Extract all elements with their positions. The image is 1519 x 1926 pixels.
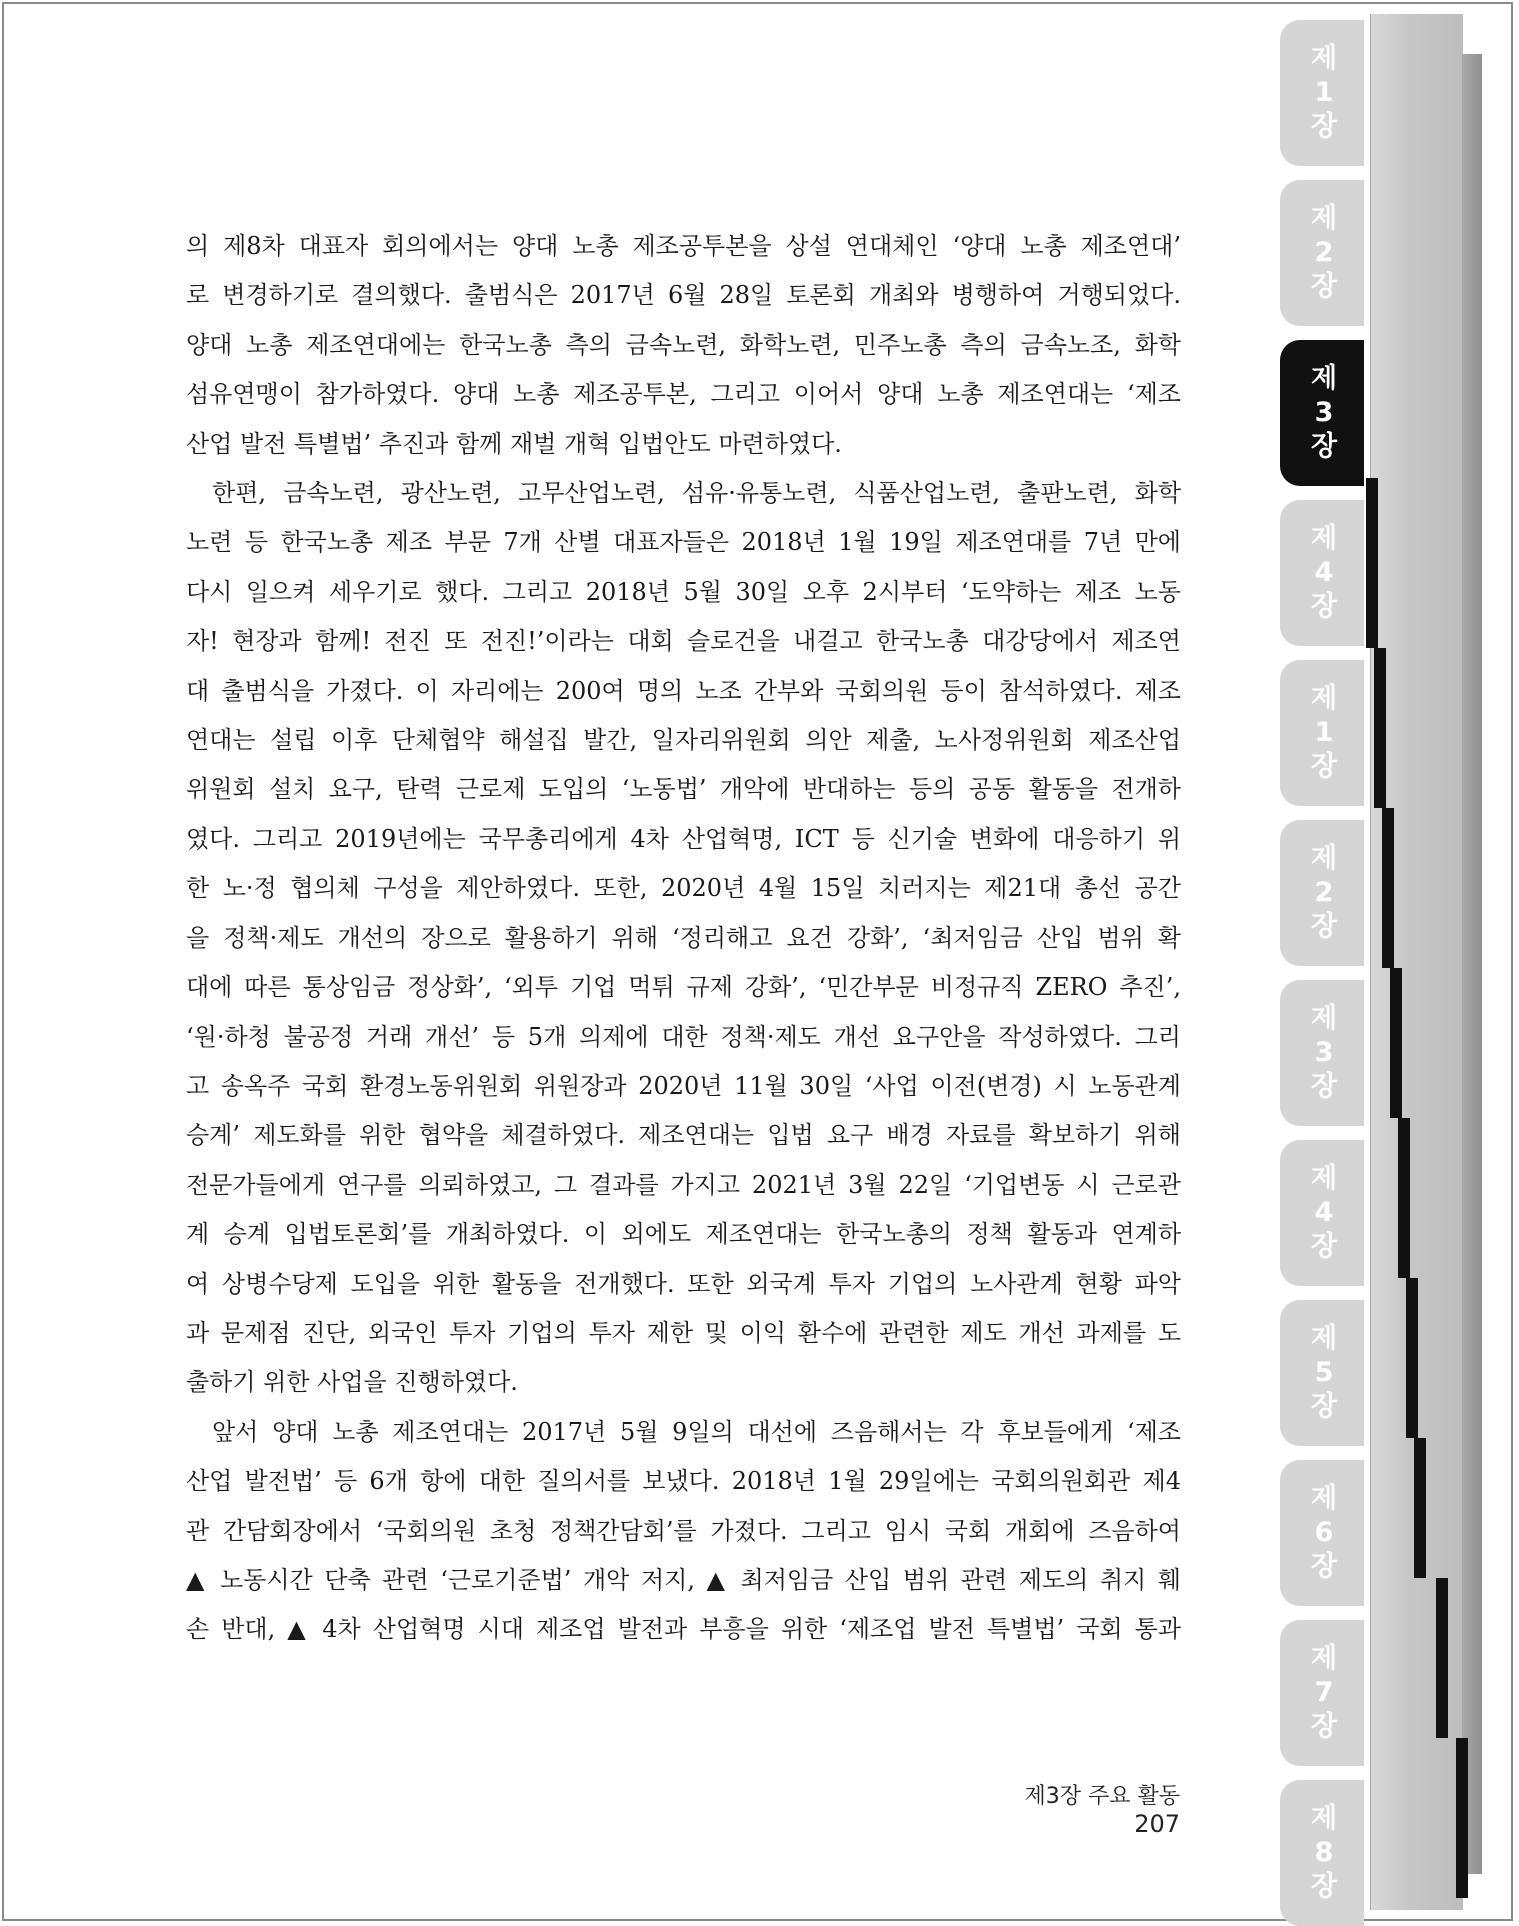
chapter-tab-line1: 제 (1310, 1003, 1338, 1034)
body-text (186, 222, 1181, 1655)
text-line: 여 상병수당제 도입을 위한 활동을 전개했다. 또한 외국계 투자 기업의 노사관계 현황 파악 (186, 1269, 1181, 1298)
chapter-tab[interactable] (1280, 1620, 1364, 1766)
text-line: 출하기 위한 사업을 진행하였다. (186, 1368, 518, 1397)
chapter-tab[interactable] (1280, 340, 1364, 486)
paragraph (186, 469, 1181, 1408)
chapter-tab-line1: 제 (1310, 523, 1338, 554)
text-line: 대에 따른 통상임금 정상화’, ‘외투 기업 먹튀 규제 강화’, ‘민간부문 비정규직 ZERO 추진’, (186, 973, 1181, 1002)
text-line: 손 반대, ▲ 4차 산업혁명 시대 제조업 발전과 부흥을 위한 ‘제조업 발전 특별법’ 국회 통과 (186, 1615, 1181, 1644)
text-line: 한 노·정 협의체 구성을 제안하였다. 또한, 2020년 4월 15일 치러지는 제21대 총선 공간 (186, 874, 1181, 903)
chapter-tab[interactable] (1280, 1460, 1364, 1606)
chapter-tab[interactable] (1280, 1300, 1364, 1446)
text-line: 과 문제점 진단, 외국인 투자 기업의 투자 제한 및 이익 환수에 관련한 제도 개선 과제를 도 (186, 1318, 1181, 1347)
text-line: 을 정책·제도 개선의 장으로 활용하기 위해 ‘정리해고 요건 강화’, ‘최저임금 산입 범위 확 (186, 923, 1181, 952)
chapter-tab-line2: 1 (1314, 77, 1334, 108)
text-line: 전문가들에게 연구를 의뢰하였고, 그 결과를 가지고 2021년 3월 22일 ‘기업변동 시 근로관 (186, 1170, 1181, 1199)
chapter-tab-line1: 제 (1310, 1323, 1338, 1354)
text-line: 한편, 금속노련, 광산노련, 고무산업노련, 섬유·유통노련, 식품산업노련, 출판노련, 화학 (212, 479, 1181, 508)
chapter-tab-line1: 제 (1310, 683, 1338, 714)
chapter-tab-line1: 제 (1310, 1163, 1338, 1194)
page-number: 207 (1134, 1810, 1180, 1838)
chapter-tab-line2: 4 (1314, 557, 1334, 588)
chapter-tab-line3: 장 (1310, 911, 1338, 942)
chapter-tab-line1: 제 (1310, 203, 1338, 234)
chapter-tab-line3: 장 (1310, 751, 1338, 782)
text-line: 계 승계 입법토론회’를 개최하였다. 이 외에도 제조연대는 한국노총의 정책 활동과 연계하 (186, 1220, 1181, 1249)
edge-marker (1406, 1278, 1418, 1438)
chapter-tab-line2: 2 (1314, 237, 1334, 268)
chapter-tab-line3: 장 (1310, 591, 1338, 622)
text-line: 였다. 그리고 2019년에는 국무총리에게 4차 산업혁명, ICT 등 신기술 변화에 대응하기 위 (186, 824, 1181, 853)
chapter-tab-line2: 3 (1314, 1037, 1334, 1068)
text-line: 대 출범식을 가졌다. 이 자리에는 200여 명의 노조 간부와 국회의원 등이 참석하였다. 제조 (186, 676, 1181, 705)
edge-marker (1436, 1578, 1448, 1738)
chapter-tab[interactable] (1280, 660, 1364, 806)
chapter-tab-line3: 장 (1310, 271, 1338, 302)
edge-marker (1414, 1438, 1426, 1578)
chapter-tab-line2: 5 (1314, 1357, 1334, 1388)
chapter-tab[interactable] (1280, 20, 1364, 166)
text-line: 다시 일으켜 세우기로 했다. 그리고 2018년 5월 30일 오후 2시부터 ‘도약하는 제조 노동 (186, 577, 1181, 606)
chapter-tab-line2: 6 (1314, 1517, 1334, 1548)
chapter-tab-line2: 3 (1314, 397, 1334, 428)
chapter-tab-line3: 장 (1310, 1231, 1338, 1262)
chapter-tab-line2: 8 (1314, 1837, 1334, 1868)
text-line: ▲ 노동시간 단축 관련 ‘근로기준법’ 개악 저지, ▲ 최저임금 산입 범위 관련 제도의 취지 훼 (186, 1565, 1181, 1594)
text-line: 앞서 양대 노총 제조연대는 2017년 5월 9일의 대선에 즈음해서는 각 후보들에게 ‘제조 (212, 1417, 1181, 1446)
chapter-tab[interactable] (1280, 980, 1364, 1126)
chapter-tab[interactable] (1280, 820, 1364, 966)
chapter-tab-line2: 4 (1314, 1197, 1334, 1228)
text-line: 고 송옥주 국회 환경노동위원회 위원장과 2020년 11월 30일 ‘사업 이전(변경) 시 노동관계 (186, 1071, 1181, 1100)
book-edge-side (1462, 54, 1482, 1874)
chapter-tab[interactable] (1280, 1140, 1364, 1286)
text-line: ‘원·하청 불공정 거래 개선’ 등 5개 의제에 대한 정책·제도 개선 요구안을 작성하였다. 그리 (186, 1022, 1181, 1051)
page-footer (980, 1779, 1180, 1838)
text-line: 산업 발전 특별법’ 추진과 함께 재벌 개혁 입법안도 마련하였다. (186, 429, 842, 458)
chapter-tab-line1: 제 (1310, 1483, 1338, 1514)
chapter-tab-line2: 2 (1314, 877, 1334, 908)
text-line: 산업 발전법’ 등 6개 항에 대한 질의서를 보냈다. 2018년 1월 29일에는 국회의원회관 제4 (186, 1467, 1181, 1496)
chapter-tab[interactable] (1280, 180, 1364, 326)
edge-marker (1382, 808, 1394, 968)
text-line: 자! 현장과 함께! 전진 또 전진!’이라는 대회 슬로건을 내걸고 한국노총 대강당에서 제조연 (186, 627, 1181, 656)
running-head: 제3장 주요 활동 (1024, 1784, 1180, 1809)
edge-marker (1456, 1738, 1468, 1898)
chapter-tab-line3: 장 (1310, 1711, 1338, 1742)
text-line: 로 변경하기로 결의했다. 출범식은 2017년 6월 28일 토론회 개최와 병행하여 거행되었다. (186, 281, 1181, 310)
text-line: 승계’ 제도화를 위한 협약을 체결하였다. 제조연대는 입법 요구 배경 자료를 확보하기 위해 (186, 1121, 1181, 1150)
paragraph (186, 1408, 1181, 1655)
text-line: 의 제8차 대표자 회의에서는 양대 노총 제조공투본을 상설 연대체인 ‘양대 노총 제조연대’ (186, 232, 1181, 260)
edge-marker (1390, 968, 1402, 1118)
text-line: 노련 등 한국노총 제조 부문 7개 산별 대표자들은 2018년 1월 19일 제조연대를 7년 만에 (186, 528, 1181, 557)
chapter-tab-line3: 장 (1310, 431, 1338, 462)
chapter-tab-line1: 제 (1310, 843, 1338, 874)
text-line: 섬유연맹이 참가하였다. 양대 노총 제조공투본, 그리고 이어서 양대 노총 제조연대는 ‘제조 (186, 380, 1181, 409)
chapter-tab[interactable] (1280, 1780, 1364, 1926)
chapter-tab-line1: 제 (1310, 43, 1338, 74)
text-line: 위원회 설치 요구, 탄력 근로제 도입의 ‘노동법’ 개악에 반대하는 등의 공동 활동을 전개하 (186, 775, 1181, 804)
text-line: 관 간담회장에서 ‘국회의원 초청 정책간담회’를 가졌다. 그리고 임시 국회 개회에 즈음하여 (186, 1516, 1181, 1545)
edge-marker (1366, 478, 1378, 648)
edge-marker (1398, 1118, 1410, 1278)
chapter-tab-line1: 제 (1310, 363, 1338, 394)
chapter-tab-line3: 장 (1310, 1551, 1338, 1582)
text-line: 연대는 설립 이후 단체협약 해설집 발간, 일자리위원회 의안 제출, 노사정위원회 제조산업 (186, 726, 1181, 755)
chapter-tab-line3: 장 (1310, 1391, 1338, 1422)
chapter-tab-line3: 장 (1310, 1071, 1338, 1102)
chapter-tab-line1: 제 (1310, 1803, 1338, 1834)
chapter-tab-line3: 장 (1310, 1871, 1338, 1902)
chapter-tab-line3: 장 (1310, 111, 1338, 142)
chapter-tab[interactable] (1280, 500, 1364, 646)
edge-marker (1374, 648, 1386, 808)
chapter-tab-line2: 1 (1314, 717, 1334, 748)
paragraph (186, 222, 1181, 469)
chapter-tab-line2: 7 (1314, 1677, 1334, 1708)
text-line: 양대 노총 제조연대에는 한국노총 측의 금속노련, 화학노련, 민주노총 측의 금속노조, 화학 (186, 330, 1181, 359)
chapter-tab-line1: 제 (1310, 1643, 1338, 1674)
